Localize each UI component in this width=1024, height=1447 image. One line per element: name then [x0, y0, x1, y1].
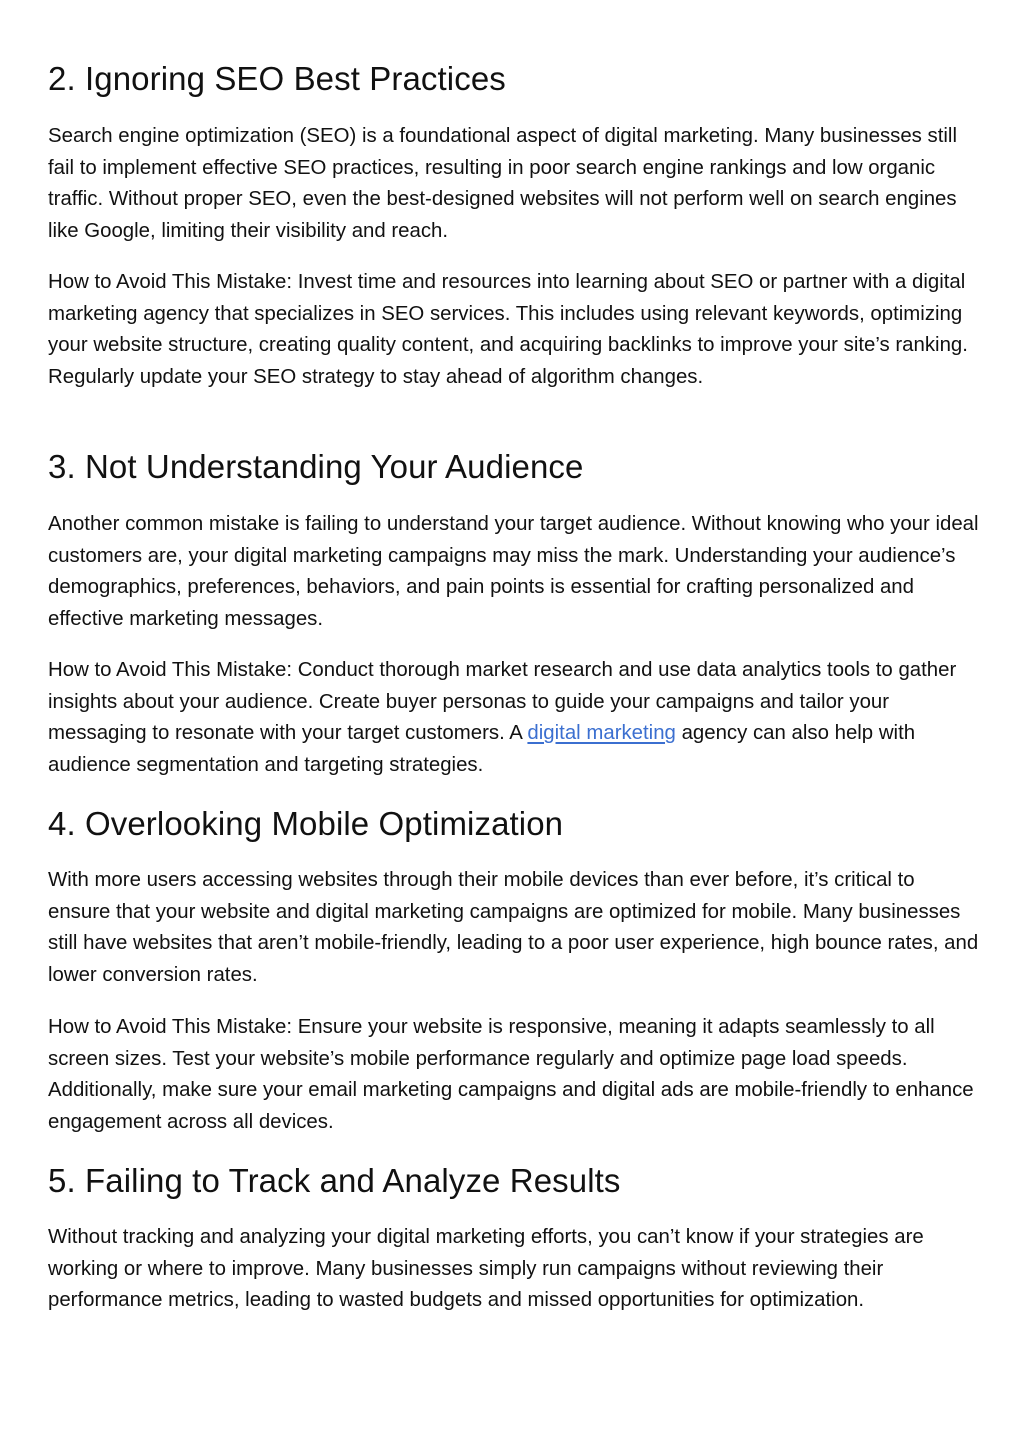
audience-advice-text-after-link: agency can also help with audience segmentation and targeting strategies.: [48, 722, 916, 776]
section-paragraph-tracking-intro: Without tracking and analyzing your digital marketing efforts, you can’t know if your strategies are working or where to improve. Many businesses simply run campaigns without reviewing their performance metrics, leading to wasted budgets and missed opportunities for optimization.: [48, 1226, 924, 1311]
section-heading-seo: 2. Ignoring SEO Best Practices: [48, 60, 506, 97]
section-heading-audience: 3. Not Understanding Your Audience: [48, 448, 584, 485]
section-paragraph-mobile-advice: How to Avoid This Mistake: Ensure your website is responsive, meaning it adapts seamlessly to all screen sizes. Test your website’s mobile performance regularly and optimize page load speeds. Additionally, make sure your email marketing campaigns and digital ads are mobile-friendly to enhance engagement across all devices.: [48, 1016, 974, 1133]
section-paragraph-seo-advice: How to Avoid This Mistake: Invest time and resources into learning about SEO or partner with a digital marketing agency that specializes in SEO services. This includes using relevant keywords, optimizing your website structure, creating quality content, and acquiring backlinks to improve your site’s ranking. Regularly update your SEO strategy to stay ahead of algorithm changes.: [48, 271, 968, 388]
section-paragraph-audience-intro: Another common mistake is failing to understand your target audience. Without knowing who your ideal customers are, your digital marketing campaigns may miss the mark. Understanding your audience’s demographics, preferences, behaviors, and pain points is essential for crafting personalized and effective marketing messages.: [48, 513, 979, 630]
digital-marketing-link[interactable]: digital marketing: [527, 722, 676, 744]
section-heading-tracking: 5. Failing to Track and Analyze Results: [48, 1162, 621, 1199]
section-paragraph-audience-advice: [48, 655, 980, 781]
section-paragraph-seo-intro: Search engine optimization (SEO) is a foundational aspect of digital marketing. Many businesses still fail to implement effective SEO practices, resulting in poor search engine rankings and low organic traffic. Without proper SEO, even the best-designed websites will not perform well on search engines like Google, limiting their visibility and reach.: [48, 125, 957, 242]
section-heading-mobile: 4. Overlooking Mobile Optimization: [48, 805, 564, 842]
audience-advice-text-before-link: How to Avoid This Mistake: Conduct thorough market research and use data analytics tools to gather insights about your audience. Create buyer personas to guide your campaigns and tailor your messaging to resonate with your target customers. A: [48, 659, 957, 744]
section-paragraph-mobile-intro: With more users accessing websites through their mobile devices than ever before, it’s critical to ensure that your website and digital marketing campaigns are optimized for mobile. Many businesses still have websites that aren’t mobile-friendly, leading to a poor user experience, high bounce rates, and lower conversion rates.: [48, 869, 979, 986]
